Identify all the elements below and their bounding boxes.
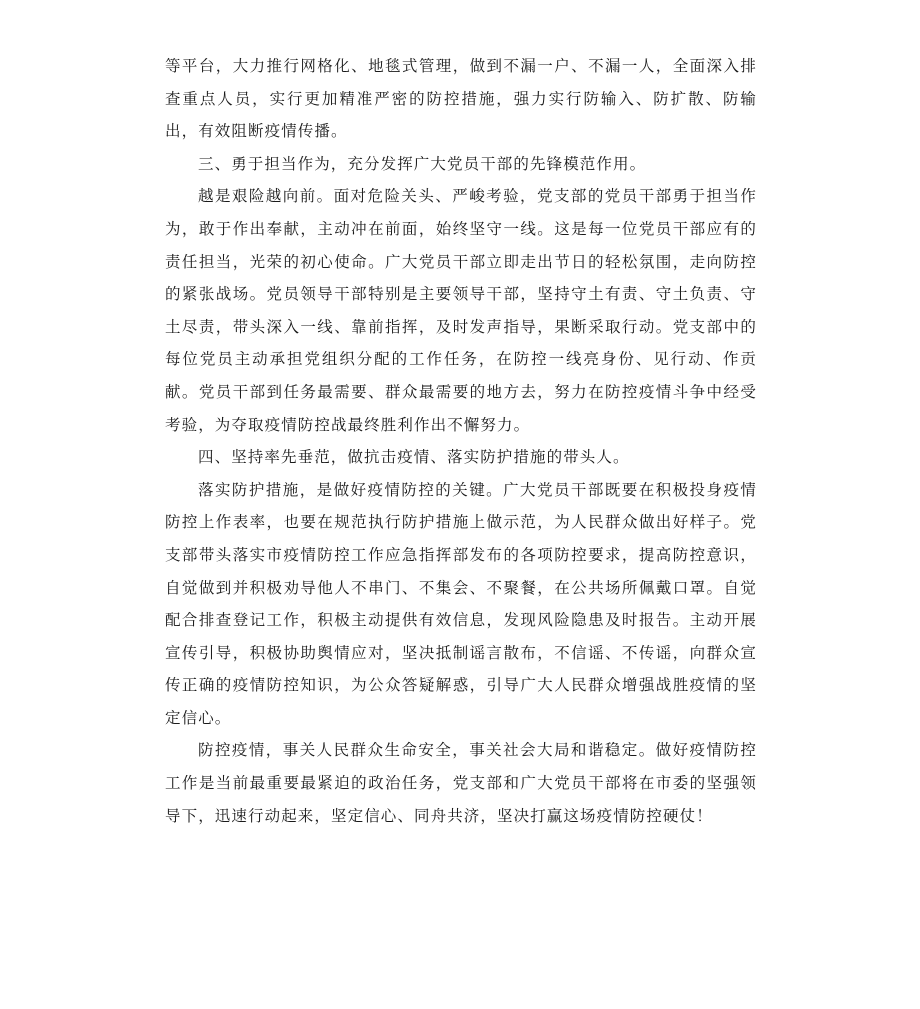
paragraph-continuation: 等平台，大力推行网格化、地毯式管理，做到不漏一户、不漏一人，全面深入排查重点人员，实行更加精准严密的防控措施，强力实行防输入、防扩散、防输出，有效阻断疫情传播。 (165, 57, 757, 141)
paragraph-section-four-body: 落实防护措施，是做好疫情防控的关键。广大党员干部既要在积极投身疫情防控上作表率，也要在规范执行防护措施上做示范，为人民群众做出好样子。党支部带头落实市疫情防控工作应急指挥部发布的各项防控要求，提高防控意识，自觉做到并积极劝导他人不串门、不集会、不聚餐，在公共场所佩戴口罩。自觉配合排查登记工作，积极主动提供有效信息，发现风险隐患及时报告。主动开展宣传引导，积极协助舆情应对，坚决抵制谣言散布，不信谣、不传谣，向群众宣传正确的疫情防控知识，为公众答疑解惑，引导广大人民群众增强战胜疫情的坚定信心。 (165, 480, 757, 727)
section-heading-three: 三、勇于担当作为，充分发挥广大党员干部的先锋模范作用。 (198, 154, 647, 173)
paragraph-conclusion: 防控疫情，事关人民群众生命安全，事关社会大局和谐稳定。做好疫情防控工作是当前最重要最紧迫的政治任务，党支部和广大党员干部将在市委的坚强领导下，迅速行动起来，坚定信心、同舟共济，坚决打赢这场疫情防控硬仗！ (165, 741, 757, 825)
section-heading-four: 四、坚持率先垂范，做抗击疫情、落实防护措施的带头人。 (198, 448, 630, 467)
paragraph-section-three-body: 越是艰险越向前。面对危险关头、严峻考验，党支部的党员干部勇于担当作为，敢于作出奉献，主动冲在前面，始终坚守一线。这是每一位党员干部应有的责任担当，光荣的初心使命。广大党员干部立即走出节日的轻松氛围，走向防控的紧张战场。党员领导干部特别是主要领导干部，坚持守土有责、守土负责、守土尽责，带头深入一线、靠前指挥，及时发声指导，果断采取行动。党支部中的每位党员主动承担党组织分配的工作任务，在防控一线亮身份、见行动、作贡献。党员干部到任务最需要、群众最需要的地方去，努力在防控疫情斗争中经受考验，为夺取疫情防控战最终胜利作出不懈努力。 (165, 187, 757, 434)
document-body (165, 50, 757, 832)
